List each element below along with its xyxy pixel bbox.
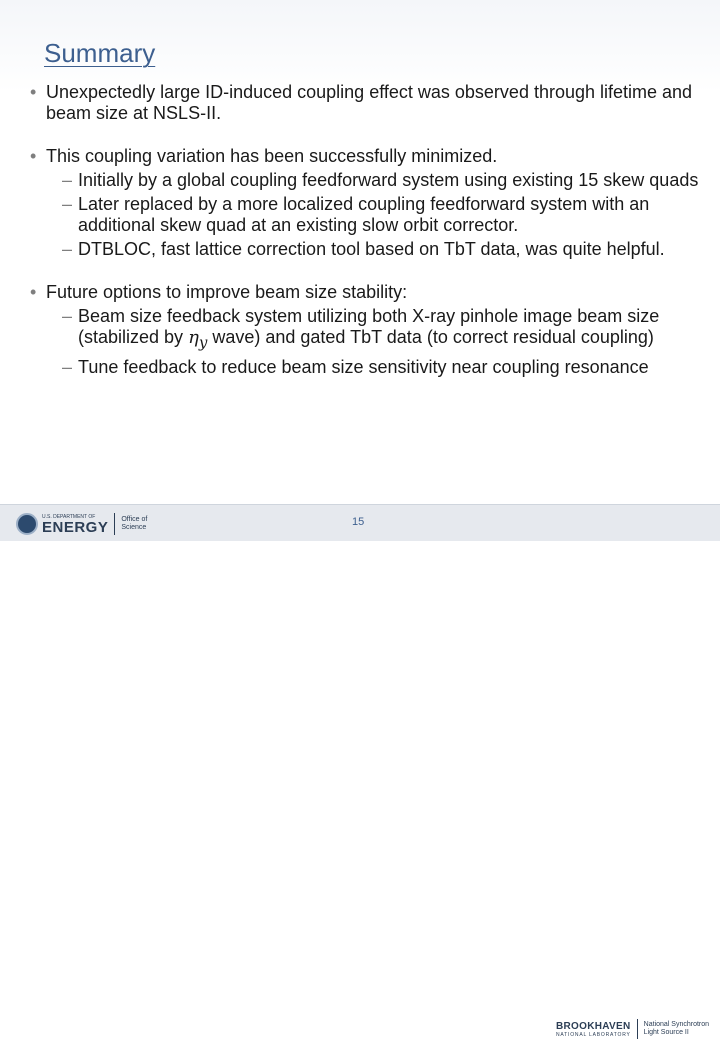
bnl-lab-text: NATIONAL LABORATORY (556, 1031, 631, 1038)
sub-item (62, 194, 702, 236)
doe-small-text: U.S. DEPARTMENT OF (42, 513, 96, 520)
doe-logo (16, 512, 147, 536)
bullet-text: Unexpectedly large ID-induced coupling effect was observed through lifetime and beam size at NSLS-II. (46, 82, 693, 123)
sub-list (46, 306, 702, 378)
page-number: 15 (352, 516, 365, 528)
sub-item (62, 357, 702, 378)
bullet-text: Future options to improve beam size stability: (46, 282, 408, 302)
doe-wordmark (42, 514, 108, 535)
dash-icon: – (62, 170, 73, 190)
bnl-divider (637, 1019, 638, 1039)
sub-item-text: DTBLOC, fast lattice correction tool based on TbT data, was quite helpful. (78, 239, 665, 259)
doe-big-text: ENERGY (42, 518, 109, 536)
dash-icon: – (62, 356, 73, 377)
doe-seal-icon (16, 513, 38, 535)
slide-title: Summary (44, 38, 156, 68)
doe-office-line2: Science (121, 524, 147, 531)
sub-item-text (78, 306, 660, 352)
dash-icon: – (62, 239, 73, 259)
sub-item (62, 170, 702, 191)
bullet-text: This coupling variation has been successfully minimized. (46, 146, 498, 166)
doe-divider (114, 513, 115, 535)
bullet-1 (30, 82, 702, 124)
slide-content (30, 82, 702, 378)
bullet-2 (30, 146, 702, 260)
sub-item-text: Later replaced by a more localized coupling feedforward system with an additional skew quad at an existing slow orbit corrector. (78, 194, 650, 235)
sub-item (62, 306, 702, 354)
bullet-icon: • (30, 282, 37, 302)
sub-item (62, 239, 702, 260)
sub-list (46, 170, 702, 260)
sub-item-text-post: wave) and gated TbT data (to correct residual coupling) (207, 327, 654, 347)
bnl-logo (556, 1019, 709, 1039)
sub-item-text: Tune feedback to reduce beam size sensitivity near coupling resonance (78, 356, 649, 377)
bullet-icon: • (30, 146, 37, 166)
bullet-icon: • (30, 82, 37, 102)
bullet-3 (30, 282, 702, 378)
nsls-line1: National Synchrotron (643, 1021, 710, 1028)
nsls-text (644, 1021, 709, 1037)
eta-subscript: y (198, 333, 208, 352)
doe-office (121, 516, 147, 532)
bnl-wordmark (556, 1021, 631, 1038)
sub-item-text-pre: Beam size feedback system utilizing both X-ray pinhole image beam size (stabilized by (78, 306, 660, 347)
sub-item-text: Initially by a global coupling feedforward system using existing 15 skew quads (78, 170, 699, 190)
bnl-name-text: BROOKHAVEN (556, 1020, 631, 1032)
nsls-line2: Light Source II (643, 1029, 689, 1036)
dash-icon: – (62, 306, 73, 326)
eta-symbol: η (188, 327, 199, 348)
dash-icon: – (62, 194, 73, 214)
doe-office-line1: Office of (121, 516, 148, 523)
